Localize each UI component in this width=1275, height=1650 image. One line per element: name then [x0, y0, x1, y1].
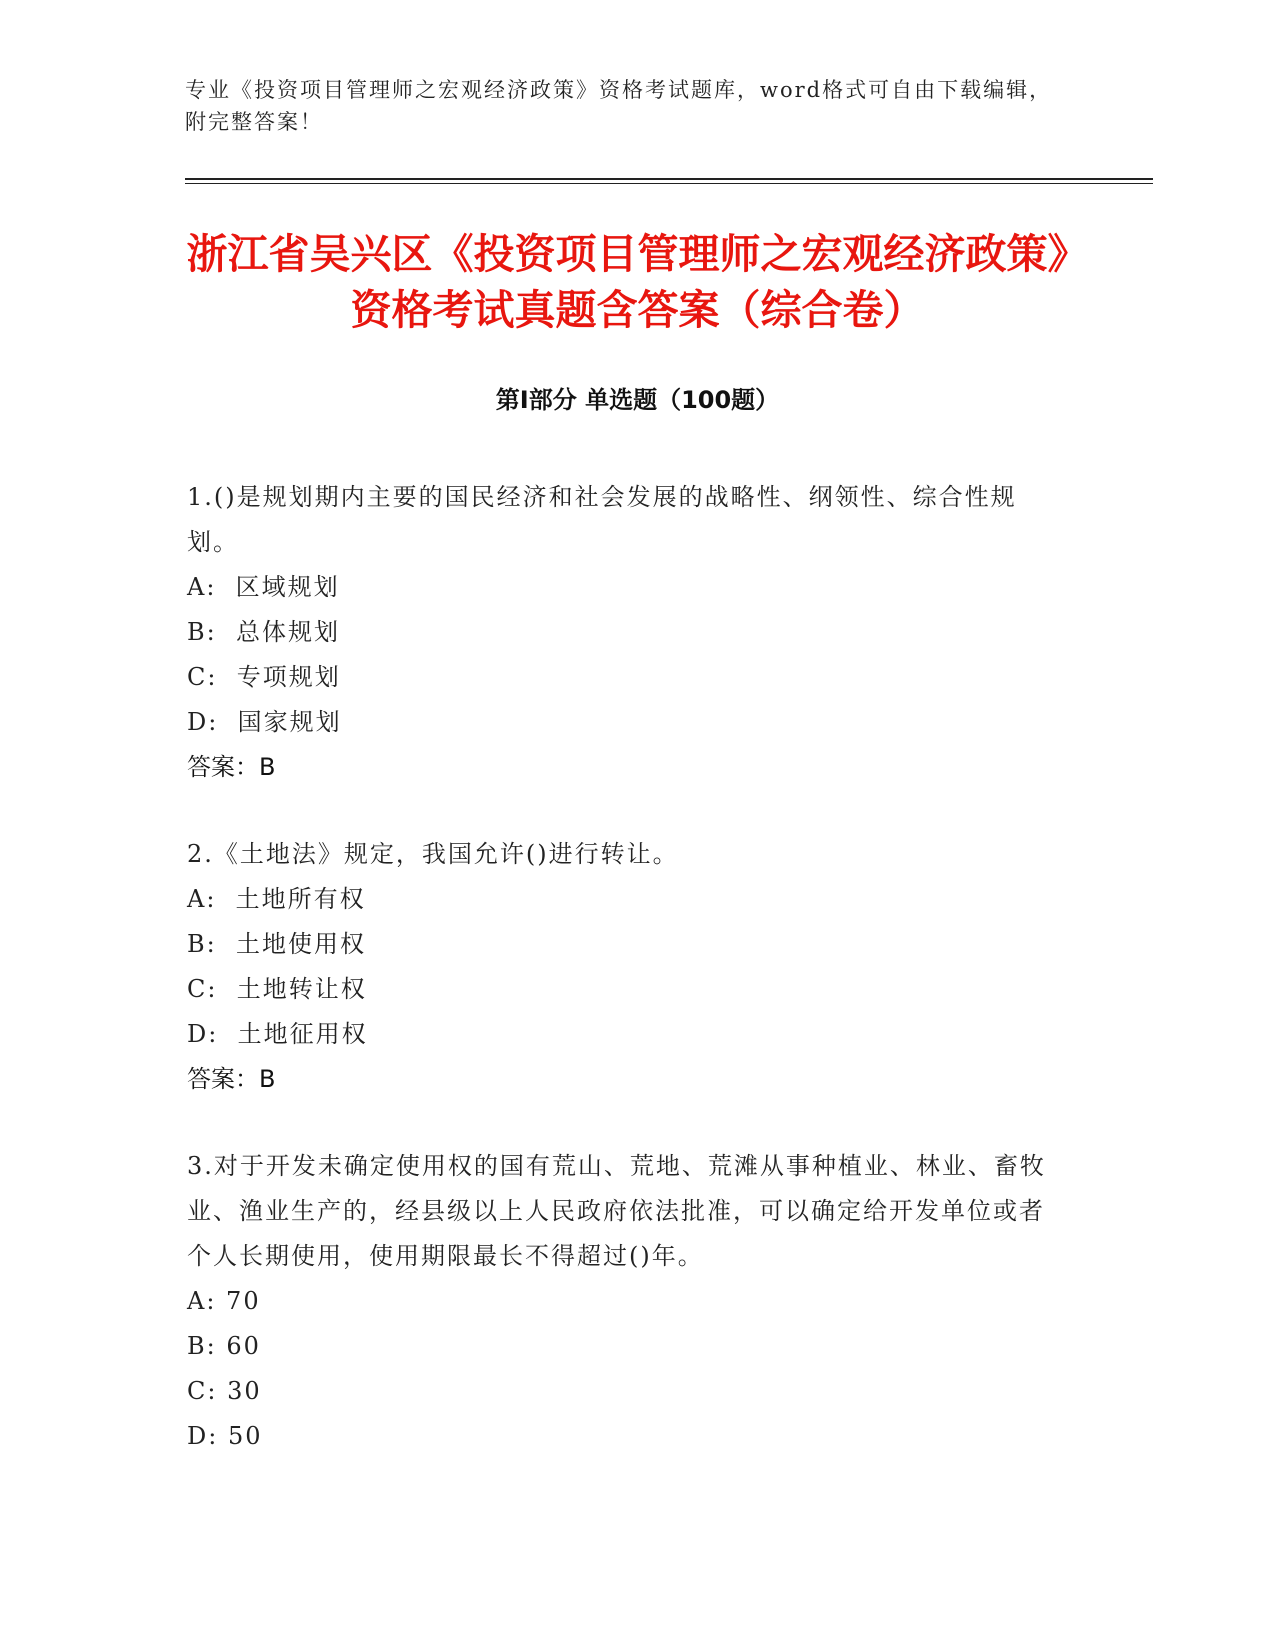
question-stem: 3.对于开发未确定使用权的国有荒山、荒地、荒滩从事种植业、林业、畜牧业、渔业生产的，经县级以上人民政府依法批准，可以确定给开发单位或者个人长期使用，使用期限最长不得超过()年。 — [187, 1152, 1046, 1270]
option-b: B: 60 — [187, 1332, 261, 1360]
option-d: D: 50 — [187, 1422, 263, 1450]
option-b: B: 总体规划 — [187, 618, 340, 646]
option-b: B: 土地使用权 — [187, 930, 366, 958]
option-c: C: 30 — [187, 1377, 262, 1405]
question-list — [187, 475, 1067, 1501]
option-a: A: 区域规划 — [187, 573, 340, 601]
option-d: D: 土地征用权 — [187, 1020, 368, 1048]
question-stem: 1.()是规划期内主要的国民经济和社会发展的战略性、纲领性、综合性规划。 — [187, 483, 1017, 556]
answer-line: 答案：B — [187, 753, 276, 781]
option-a: A: 土地所有权 — [187, 885, 366, 913]
option-c: C: 专项规划 — [187, 663, 341, 691]
header-divider-thin — [185, 183, 1153, 184]
answer-line: 答案：B — [187, 1065, 276, 1093]
header-divider-thick — [185, 178, 1153, 180]
question-item — [187, 1144, 1067, 1459]
option-a: A: 70 — [187, 1287, 261, 1315]
section-title: 第Ⅰ部分 单选题（100题） — [495, 386, 780, 414]
question-item — [187, 832, 1067, 1102]
question-item — [187, 475, 1067, 790]
option-d: D: 国家规划 — [187, 708, 342, 736]
question-stem: 2.《土地法》规定，我国允许()进行转让。 — [187, 840, 679, 868]
header-note: 专业《投资项目管理师之宏观经济政策》资格考试题库，word格式可自由下载编辑，附完整答案！ — [185, 78, 1053, 134]
document-title: 浙江省吴兴区《投资项目管理师之宏观经济政策》资格考试真题含答案（综合卷） — [186, 230, 1089, 334]
option-c: C: 土地转让权 — [187, 975, 367, 1003]
